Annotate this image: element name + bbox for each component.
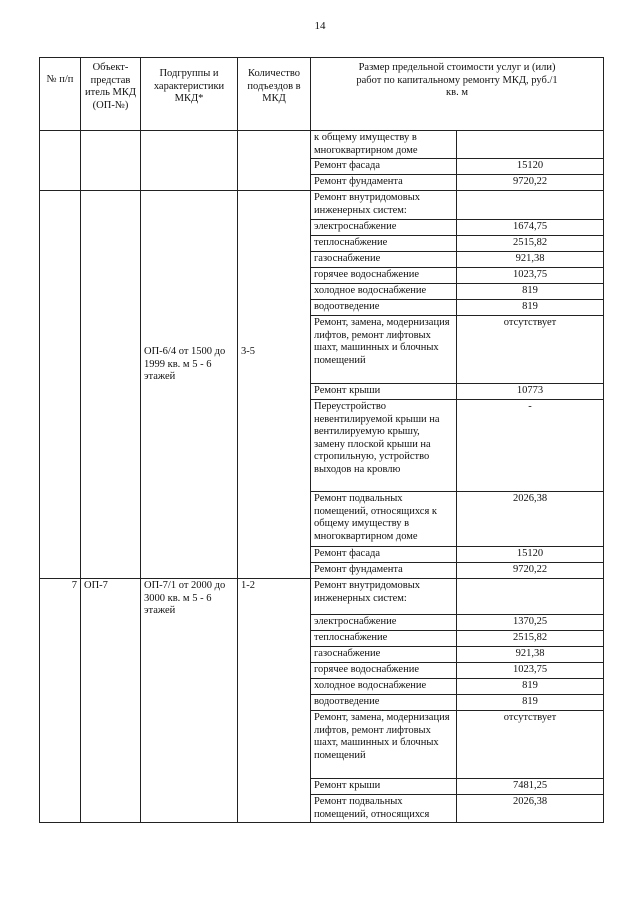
table-row (40, 579, 604, 615)
value-cell: 921,38 (457, 252, 604, 268)
value-cell: - (457, 400, 604, 492)
value-cell: 1674,75 (457, 220, 604, 236)
cost-table (39, 57, 604, 823)
value-cell: 2026,38 (457, 795, 604, 823)
value-cell: 2026,38 (457, 492, 604, 547)
table-row (40, 131, 604, 159)
row-number: 7 (40, 579, 81, 823)
subgroup-cell (141, 131, 238, 191)
subgroup-cell: ОП-6/4 от 1500 до 1999 кв. м 5 - 6 этажей (141, 191, 238, 579)
page-number: 14 (314, 20, 326, 32)
subgroup-cell: ОП-7/1 от 2000 до 3000 кв. м 5 - 6 этажей (141, 579, 238, 823)
header-row (40, 58, 604, 131)
header-entrances: Количество подъездов в МКД (238, 58, 311, 131)
work-cell: Ремонт внутридомовых инженерных систем: (311, 191, 457, 220)
row-number (40, 131, 81, 191)
work-cell: Ремонт, замена, модернизация лифтов, ремонт лифтовых шахт, машинных и блочных помещений (311, 316, 457, 384)
work-cell: водоотведение (311, 695, 457, 711)
value-cell: 9720,22 (457, 563, 604, 579)
value-cell: 7481,25 (457, 779, 604, 795)
object-cell: ОП-7 (81, 579, 141, 823)
work-cell: Ремонт фундамента (311, 175, 457, 191)
work-cell: горячее водоснабжение (311, 663, 457, 679)
value-cell (457, 579, 604, 615)
object-cell (81, 191, 141, 579)
value-cell: отсутствует (457, 711, 604, 779)
header-subgroups: Подгруппы и характеристики МКД* (141, 58, 238, 131)
work-cell: холодное водоснабжение (311, 284, 457, 300)
value-cell: 15120 (457, 159, 604, 175)
value-cell: 819 (457, 300, 604, 316)
work-cell: Ремонт подвальных помещений, относящихся к общему имуществу в многоквартирном доме (311, 492, 457, 547)
entrances-cell: 1-2 (238, 579, 311, 823)
header-num: № п/п (40, 58, 81, 131)
row-number (40, 191, 81, 579)
entrances-cell (238, 131, 311, 191)
value-cell: 9720,22 (457, 175, 604, 191)
work-cell: электроснабжение (311, 220, 457, 236)
work-cell: Ремонт, замена, модернизация лифтов, ремонт лифтовых шахт, машинных и блочных помещений (311, 711, 457, 779)
work-cell: Ремонт крыши (311, 779, 457, 795)
work-cell: газоснабжение (311, 647, 457, 663)
value-cell: 921,38 (457, 647, 604, 663)
work-cell: газоснабжение (311, 252, 457, 268)
work-cell: холодное водоснабжение (311, 679, 457, 695)
work-cell: к общему имуществу в многоквартирном доме (311, 131, 457, 159)
value-cell: отсутствует (457, 316, 604, 384)
work-cell: горячее водоснабжение (311, 268, 457, 284)
value-cell: 819 (457, 695, 604, 711)
work-cell: Ремонт крыши (311, 384, 457, 400)
value-cell: 819 (457, 284, 604, 300)
value-cell (457, 131, 604, 159)
value-cell: 10773 (457, 384, 604, 400)
value-cell: 2515,82 (457, 236, 604, 252)
value-cell: 2515,82 (457, 631, 604, 647)
work-cell: Ремонт фасада (311, 159, 457, 175)
work-cell: Ремонт подвальных помещений, относящихся (311, 795, 457, 823)
object-cell (81, 131, 141, 191)
work-cell: теплоснабжение (311, 236, 457, 252)
value-cell: 15120 (457, 547, 604, 563)
value-cell: 1023,75 (457, 268, 604, 284)
value-cell: 1370,25 (457, 615, 604, 631)
value-cell: 819 (457, 679, 604, 695)
header-object: Объект-представ итель МКД (ОП-№) (81, 58, 141, 131)
work-cell: Ремонт внутридомовых инженерных систем: (311, 579, 457, 615)
work-cell: водоотведение (311, 300, 457, 316)
work-cell: электроснабжение (311, 615, 457, 631)
work-cell: Переустройство невентилируемой крыши на вентилируемую крышу, замену плоской крыши на стропильную, устройство выходов на кровлю (311, 400, 457, 492)
value-cell (457, 191, 604, 220)
header-cost: Размер предельной стоимости услуг и (или) работ по капитальному ремонту МКД, руб./1 кв. м (311, 58, 604, 131)
work-cell: теплоснабжение (311, 631, 457, 647)
work-cell: Ремонт фасада (311, 547, 457, 563)
work-cell: Ремонт фундамента (311, 563, 457, 579)
entrances-cell: 3-5 (238, 191, 311, 579)
table-row (40, 191, 604, 220)
value-cell: 1023,75 (457, 663, 604, 679)
